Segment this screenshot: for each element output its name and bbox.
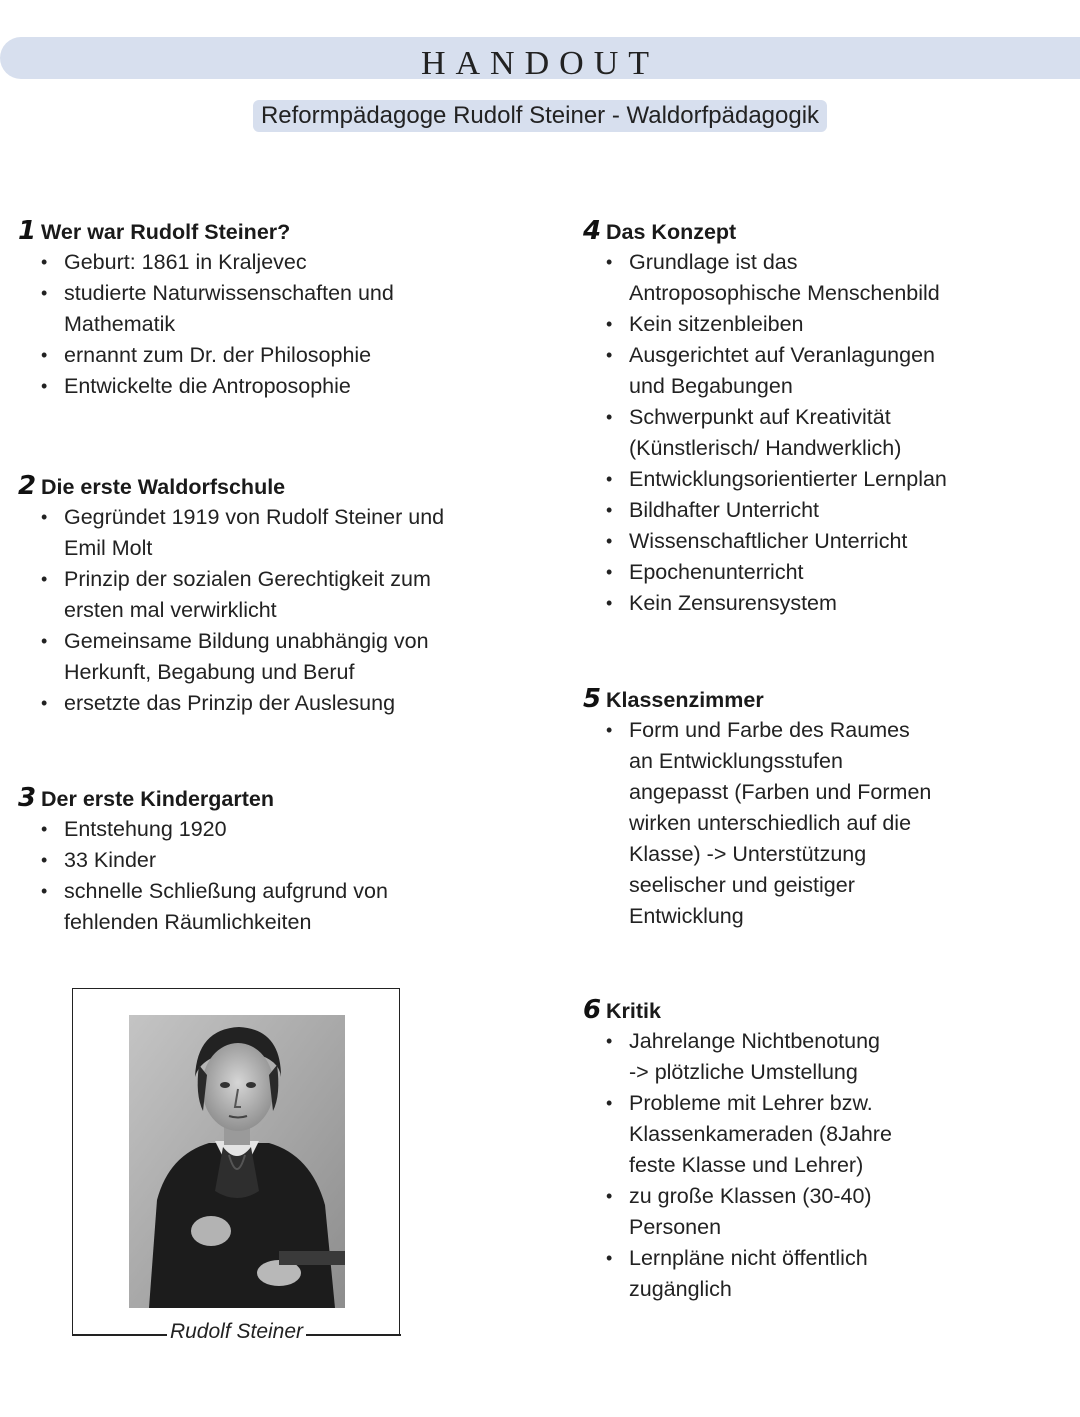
list-item-line: • Probleme mit Lehrer bzw. bbox=[629, 1091, 873, 1115]
list-item bbox=[606, 340, 1073, 402]
list-item-line: • ersetzte das Prinzip der Auslesung bbox=[64, 691, 396, 715]
section-number: 3 bbox=[18, 783, 37, 813]
list-item-line: • Epochenunterricht bbox=[629, 560, 804, 584]
bullet-list bbox=[583, 715, 1073, 932]
list-item-line: zugänglich bbox=[629, 1277, 732, 1301]
list-item-line: (Künstlerisch/ Handwerklich) bbox=[629, 436, 902, 460]
list-item bbox=[606, 464, 1073, 495]
list-item-line: wirken unterschiedlich auf die bbox=[629, 811, 912, 835]
list-item-line: Entwicklung bbox=[629, 904, 744, 928]
list-item bbox=[606, 402, 1073, 464]
bullet-list bbox=[583, 247, 1073, 619]
section-5 bbox=[583, 684, 1073, 932]
section-title: Die erste Waldorfschule bbox=[41, 475, 286, 499]
list-item bbox=[606, 715, 1073, 932]
list-item-line: Emil Molt bbox=[64, 536, 153, 560]
section-heading bbox=[18, 783, 518, 814]
list-item-line: fehlenden Räumlichkeiten bbox=[64, 910, 312, 934]
list-item-line: feste Klasse und Lehrer) bbox=[629, 1153, 864, 1177]
list-item bbox=[606, 309, 1073, 340]
list-item-line: • Gegründet 1919 von Rudolf Steiner und bbox=[64, 505, 445, 529]
list-item-line: • Lernpläne nicht öffentlich bbox=[629, 1246, 868, 1270]
section-number: 2 bbox=[18, 471, 37, 501]
section-heading bbox=[583, 995, 1073, 1026]
list-item-line: • Prinzip der sozialen Gerechtigkeit zum bbox=[64, 567, 431, 591]
page-subtitle: Reformpädagoge Rudolf Steiner - Waldorfpädagogik bbox=[253, 100, 827, 132]
list-item bbox=[606, 526, 1073, 557]
section-number: 1 bbox=[18, 216, 37, 246]
list-item-line: seelischer und geistiger bbox=[629, 873, 855, 897]
list-item bbox=[606, 247, 1073, 309]
list-item-line: • Entwicklungsorientierter Lernplan bbox=[629, 467, 947, 491]
section-6 bbox=[583, 995, 1073, 1305]
portrait-caption-wrap bbox=[72, 1318, 401, 1346]
section-title: Wer war Rudolf Steiner? bbox=[41, 220, 291, 244]
list-item-line: angepasst (Farben und Formen bbox=[629, 780, 932, 804]
section-title: Der erste Kindergarten bbox=[41, 787, 274, 811]
list-item-line: • Entstehung 1920 bbox=[64, 817, 227, 841]
list-item-line: • Kein Zensurensystem bbox=[629, 591, 837, 615]
section-heading bbox=[583, 216, 1073, 247]
list-item bbox=[606, 1026, 1073, 1088]
list-item bbox=[41, 876, 518, 938]
section-heading bbox=[18, 471, 518, 502]
list-item-line: Antroposophische Menschenbild bbox=[629, 281, 940, 305]
list-item-line: • Wissenschaftlicher Unterricht bbox=[629, 529, 908, 553]
list-item-line: ersten mal verwirklicht bbox=[64, 598, 277, 622]
section-number: 6 bbox=[583, 995, 602, 1025]
bullet-list bbox=[583, 1026, 1073, 1305]
portrait-caption-row bbox=[72, 1318, 401, 1346]
section-number: 5 bbox=[583, 684, 602, 714]
section-4 bbox=[583, 216, 1073, 619]
list-item-line: • 33 Kinder bbox=[64, 848, 157, 872]
list-item bbox=[41, 278, 518, 340]
list-item bbox=[41, 626, 518, 688]
section-title: Klassenzimmer bbox=[606, 688, 764, 712]
list-item-line: • Kein sitzenbleiben bbox=[629, 312, 804, 336]
list-item-line: und Begabungen bbox=[629, 374, 793, 398]
list-item bbox=[41, 247, 518, 278]
list-item-line: • Bildhafter Unterricht bbox=[629, 498, 819, 522]
list-item-line: Klassenkameraden (8Jahre bbox=[629, 1122, 892, 1146]
list-item bbox=[41, 814, 518, 845]
list-item bbox=[41, 564, 518, 626]
list-item bbox=[606, 495, 1073, 526]
list-item-line: Klasse) -> Unterstützung bbox=[629, 842, 867, 866]
page-title: HANDOUT bbox=[420, 45, 660, 82]
subtitle-wrap bbox=[0, 100, 1080, 132]
list-item bbox=[41, 688, 518, 719]
section-2 bbox=[18, 471, 518, 719]
section-heading bbox=[18, 216, 518, 247]
bullet-list bbox=[18, 502, 518, 719]
section-number: 4 bbox=[583, 216, 602, 246]
list-item bbox=[41, 340, 518, 371]
section-title: Kritik bbox=[606, 999, 661, 1023]
list-item-line: • Gemeinsame Bildung unabhängig von bbox=[64, 629, 429, 653]
section-title: Das Konzept bbox=[606, 220, 737, 244]
bullet-list bbox=[18, 814, 518, 938]
list-item-line: Mathematik bbox=[64, 312, 176, 336]
list-item-line: an Entwicklungsstufen bbox=[629, 749, 843, 773]
section-3 bbox=[18, 783, 518, 938]
list-item bbox=[41, 845, 518, 876]
list-item-line: Personen bbox=[629, 1215, 722, 1239]
list-item-line: • schnelle Schließung aufgrund von bbox=[64, 879, 388, 903]
bullet-list bbox=[18, 247, 518, 402]
list-item-line: • Form und Farbe des Raumes bbox=[629, 718, 910, 742]
list-item-line: • zu große Klassen (30-40) bbox=[629, 1184, 872, 1208]
list-item bbox=[606, 588, 1073, 619]
list-item-line: -> plötzliche Umstellung bbox=[629, 1060, 858, 1084]
list-item bbox=[606, 1181, 1073, 1243]
list-item-line: • Entwickelte die Antroposophie bbox=[64, 374, 351, 398]
section-heading bbox=[583, 684, 1073, 715]
list-item bbox=[606, 1088, 1073, 1181]
list-item bbox=[41, 371, 518, 402]
portrait-caption: Rudolf Steiner bbox=[167, 1320, 306, 1343]
portrait-frame bbox=[72, 988, 400, 1334]
list-item-line: • Ausgerichtet auf Veranlagungen bbox=[629, 343, 936, 367]
list-item-line: • Geburt: 1861 in Kraljevec bbox=[64, 250, 307, 274]
list-item bbox=[606, 1243, 1073, 1305]
list-item-line: • ernannt zum Dr. der Philosophie bbox=[64, 343, 372, 367]
portrait-photo-icon bbox=[129, 1015, 345, 1308]
list-item-line: Herkunft, Begabung und Beruf bbox=[64, 660, 355, 684]
list-item bbox=[606, 557, 1073, 588]
list-item-line: • Jahrelange Nichtbenotung bbox=[629, 1029, 881, 1053]
list-item bbox=[41, 502, 518, 564]
list-item-line: • studierte Naturwissenschaften und bbox=[64, 281, 394, 305]
list-item-line: • Grundlage ist das bbox=[629, 250, 798, 274]
section-1 bbox=[18, 216, 518, 402]
list-item-line: • Schwerpunkt auf Kreativität bbox=[629, 405, 891, 429]
